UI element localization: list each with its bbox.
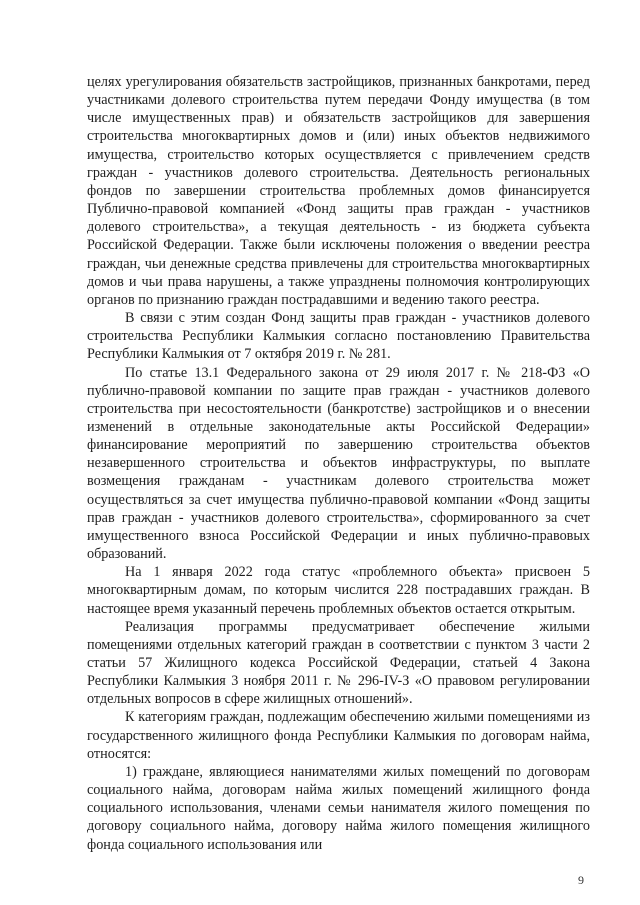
paragraph-7: 1) граждане, являющиеся нанимателями жилых помещений по договорам социального найма, договорам найма жилых помещений жилищного фонда социального использования, членами семьи нанимателя жилого помещения по договору социального найма, договору найма жилого помещения жилищного фонда социального использования или: [87, 763, 590, 853]
paragraph-2: В связи с этим создан Фонд защиты прав граждан - участников долевого строительства Республики Калмыкия согласно постановлению Правительства Республики Калмыкия от 7 октября 2019 г. № 281.: [87, 310, 590, 363]
paragraph-1: целях урегулирования обязательств застройщиков, признанных банкротами, перед участниками долевого строительства путем передачи Фонду имущества (в том числе имущественных прав) и обязательств застройщиков для завершения строительства многоквартирных домов и (или) иных объектов недвижимого имущества, строительство которых осуществляется с привлечением средств граждан - участников долевого строительства. Деятельность региональных фондов по завершении строительства проблемных домов финансируется Публично-правовой компанией «Фонд защиты прав граждан - участников долевого строительства», а текущая деятельность - из бюджета субъекта Российской Федерации. Также были исключены положения о введении реестра граждан, чьи денежные средства привлечены для строительства многоквартирных домов и чьи права нарушены, а также упразднены полномочия контролирующих органов по признанию граждан пострадавшими и ведению такого реестра.: [87, 74, 590, 308]
paragraph-5: Реализация программы предусматривает обеспечение жилыми помещениями отдельных категорий граждан в соответствии с пунктом 3 части 2 статьи 57 Жилищного кодекса Российской Федерации, статьей 4 Закона Республики Калмыкия 3 ноября 2011 г. № 296-IV-З «О правовом регулировании отдельных вопросов в сфере жилищных отношений».: [87, 618, 590, 708]
document-body: [87, 73, 590, 854]
paragraph-3: По статье 13.1 Федерального закона от 29 июля 2017 г. № 218-ФЗ «О публично-правовой компании по защите прав граждан - участников долевого строительства при несостоятельности (банкротстве) застройщиков и о внесении изменений в отдельные законодательные акты Российской Федерации» финансирование мероприятий по завершению строительства объектов незавершенного строительства и объектов инфраструктуры, по выплате возмещения гражданам - участникам долевого строительства может осуществляться за счет имущества публично-правовой компании «Фонд защиты прав граждан - участников долевого строительства», сформированного за счет имущественного взноса Российской Федерации и иных публично-правовых образований.: [87, 364, 590, 563]
paragraph-6: К категориям граждан, подлежащим обеспечению жилыми помещениями из государственного жилищного фонда Республики Калмыкия по договорам найма, относятся:: [87, 709, 590, 762]
paragraph-4: На 1 января 2022 года статус «проблемного объекта» присвоен 5 многоквартирным домам, по которым числится 228 пострадавших граждан. В настоящее время указанный перечень проблемных объектов остается открытым.: [87, 564, 590, 617]
page-number: 9: [578, 873, 584, 887]
